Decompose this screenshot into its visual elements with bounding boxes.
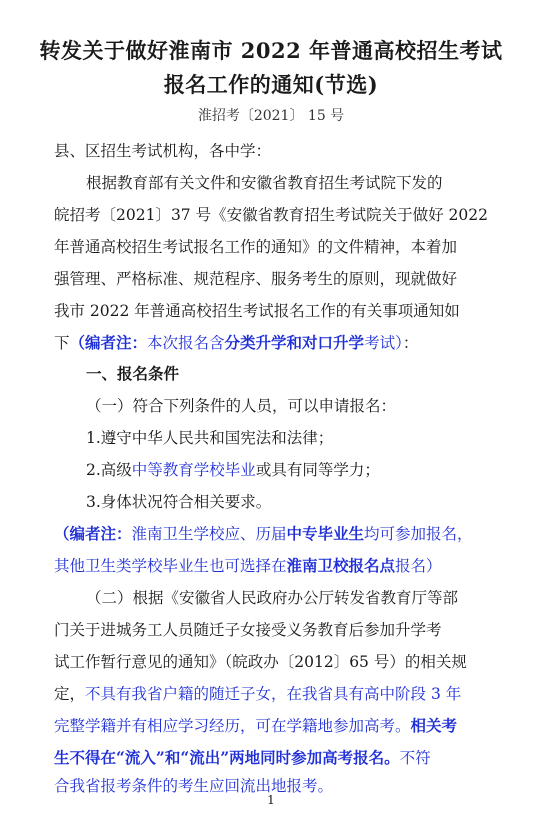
editor-note-text: 淮南卫生学校应、历届 — [131, 525, 287, 543]
editor-note-emphasis: 淮南卫校报名点 — [286, 556, 396, 575]
subsection-line: 试工作暂行意见的通知》（皖政办〔2012〕65 号）的相关规 — [54, 653, 467, 671]
subsection-emphasis: 生不得在“流入”和“流出”两地同时参加高考报名。 — [54, 748, 400, 767]
intro-text: ： — [402, 334, 419, 352]
condition-text: 2.高级 — [86, 461, 132, 479]
editor-note-emphasis: 中专毕业生 — [286, 524, 365, 543]
editor-note — [54, 556, 442, 576]
condition-item: 1.遵守中华人民共和国宪法和法律； — [86, 429, 334, 447]
title-line-1: 转发关于做好淮南市 2022 年普通高校招生考试 — [39, 38, 503, 63]
subsection-heading: （一）符合下列条件的人员，可以申请报名： — [86, 397, 397, 415]
condition-item: 3.身体状况符合相关要求。 — [86, 493, 272, 511]
subsection-emphasis: 相关考 — [410, 716, 458, 735]
editor-note-text: 考试） — [364, 334, 403, 352]
editor-note-label: （编者注： — [69, 333, 148, 352]
subsection-highlight: 不具有我省户籍的随迁子女，在我省具有高中阶段 3 年 — [85, 685, 462, 703]
intro-line: 根据教育部有关文件和安徽省教育招生考试院下发的 — [86, 174, 443, 192]
editor-note-emphasis: 分类升学和对口升学 — [224, 333, 365, 352]
subsection-highlight: 不符 — [399, 749, 431, 767]
intro-line: 我市 2022 年普通高校招生考试报名工作的有关事项通知如 — [54, 302, 460, 320]
condition-text: 或具有同等学力； — [255, 461, 380, 479]
editor-note-label: （编者注： — [54, 524, 132, 543]
section-heading: 一、报名条件 — [86, 364, 180, 383]
subsection-text: 定， — [54, 685, 86, 703]
intro-line: 强管理、严格标准、规范程序、服务考生的原则，现就做好 — [54, 270, 458, 288]
condition-item — [86, 460, 380, 480]
intro-text: 下 — [54, 334, 70, 352]
intro-line: 皖招考〔2021〕37 号《安徽省教育招生考试院关于做好 2022 — [54, 206, 488, 224]
editor-note-text: 均可参加报名， — [364, 525, 473, 543]
subsection-line: 门关于进城务工人员随迁子女接受义务教育后参加升学考 — [54, 621, 442, 639]
editor-note — [54, 524, 473, 544]
condition-highlight: 中等教育学校毕业 — [131, 461, 256, 479]
title-line-2: 报名工作的通知(节选) — [163, 72, 379, 97]
subsection-line — [54, 748, 431, 768]
subsection-line: （二）根据《安徽省人民政府办公厅转发省教育厅等部 — [86, 589, 459, 607]
intro-line-with-note — [54, 333, 418, 353]
page-number: 1 — [267, 793, 275, 807]
subsection-line — [54, 716, 457, 736]
editor-note-text: 其他卫生类学校毕业生也可选择在 — [54, 557, 287, 575]
intro-line: 年普通高校招生考试报名工作的通知》的文件精神，本着加 — [54, 238, 458, 256]
document-number: 淮招考〔2021〕 15 号 — [197, 108, 345, 124]
subsection-line: 合我省报考条件的考生应回流出地报考。 — [54, 777, 334, 795]
editor-note-text: 报名） — [395, 557, 442, 575]
salutation: 县、区招生考试机构，各中学： — [54, 142, 272, 160]
subsection-highlight: 完整学籍并有相应学习经历，可在学籍地参加高考。 — [54, 717, 411, 735]
subsection-line — [54, 684, 461, 704]
editor-note-text: 本次报名含 — [147, 334, 225, 352]
